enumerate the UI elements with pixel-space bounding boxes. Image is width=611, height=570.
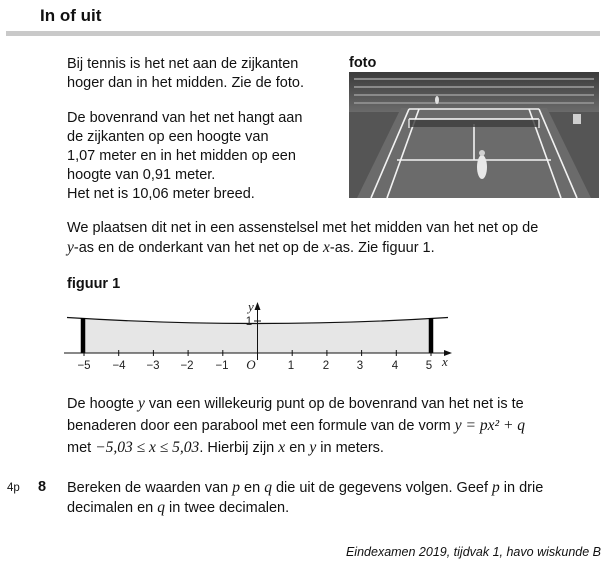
question-fragment: in drie (499, 480, 544, 496)
placement-paragraph (67, 219, 538, 258)
model-line (67, 394, 525, 414)
placement-line (67, 238, 538, 258)
domain-formula: −5,03 ≤ x ≤ 5,03 (95, 439, 200, 456)
model-text: in meters. (316, 440, 384, 456)
var-y: y (67, 239, 74, 256)
x-tick-label: 3 (356, 360, 364, 372)
heights-paragraph (67, 109, 302, 204)
var-p: p (232, 479, 240, 496)
model-text: De hoogte (67, 396, 138, 412)
model-line (67, 438, 525, 458)
y-axis-label: y (248, 299, 254, 314)
x-tick-label: −3 (146, 360, 160, 372)
heights-line: Het net is 10,06 meter breed. (67, 186, 255, 202)
heights-line: de zijkanten op een hoogte van (67, 129, 269, 145)
question-fragment: die uit de gegevens volgen. Geef (271, 480, 493, 496)
x-tick-label: 5 (425, 360, 433, 372)
model-text: van een willekeurig punt op de bovenrand van het net is te (144, 396, 524, 412)
question-fragment: in twee decimalen. (165, 500, 290, 516)
y-axis-arrow (255, 302, 261, 310)
placement-text: -as en de onderkant van het net op de (73, 240, 323, 256)
placement-line: We plaatsen dit net in een assenstelsel met het midden van het net op de (67, 220, 539, 236)
figure-label: figuur 1 (67, 276, 121, 292)
question-text (67, 478, 543, 518)
var-y: y (137, 395, 145, 412)
question-fragment: Bereken de waarden van (67, 480, 233, 496)
x-tick-label: −4 (112, 360, 126, 372)
origin-label: O (246, 357, 256, 372)
x-tick-label: 1 (287, 360, 295, 372)
var-x: x (323, 239, 330, 256)
model-text: met (67, 440, 96, 456)
question-number: 8 (38, 479, 47, 495)
exam-source: Eindexamen 2019, tijdvak 1, havo wiskunde B (345, 545, 601, 559)
var-p: p (492, 479, 500, 496)
title-divider (6, 31, 600, 36)
question-fragment: decimalen en (67, 500, 158, 516)
model-paragraph (67, 394, 525, 458)
question-fragment: en (240, 480, 265, 496)
intro-paragraph (67, 55, 304, 93)
page-title: In of uit (40, 6, 102, 25)
model-text: . Hierbij zijn (199, 440, 279, 456)
question-line (67, 478, 543, 498)
x-axis-label: x (442, 354, 448, 369)
model-text: benaderen door een parabool met een formule van de vorm (67, 418, 455, 434)
question-line (67, 498, 543, 518)
tennis-court-photo (349, 72, 599, 198)
intro-line: Bij tennis is het net aan de zijkanten (67, 56, 299, 72)
x-tick-label: 2 (322, 360, 330, 372)
heights-line: hoogte van 0,91 meter. (67, 167, 216, 183)
var-q: q (264, 479, 272, 496)
x-tick-label: −5 (77, 360, 91, 372)
photo-label: foto (349, 55, 377, 71)
parabola-formula: y = px² + q (454, 417, 526, 434)
y-tick-label: 1 (245, 316, 253, 328)
intro-line: hoger dan in het midden. Zie de foto. (67, 75, 304, 91)
var-x: x (278, 439, 286, 456)
x-tick-label: −1 (215, 360, 229, 372)
question-points: 4p (7, 482, 20, 494)
var-y: y (309, 439, 317, 456)
heights-line: De bovenrand van het net hangt aan (67, 110, 303, 126)
net-figure (58, 298, 458, 378)
model-text: en (285, 440, 310, 456)
heights-line: 1,07 meter en in het midden op een (67, 148, 296, 164)
x-tick-label: 4 (391, 360, 399, 372)
model-line (67, 416, 525, 436)
var-q: q (157, 499, 166, 516)
x-tick-label: −2 (180, 360, 194, 372)
placement-text: -as. Zie figuur 1. (329, 240, 435, 256)
